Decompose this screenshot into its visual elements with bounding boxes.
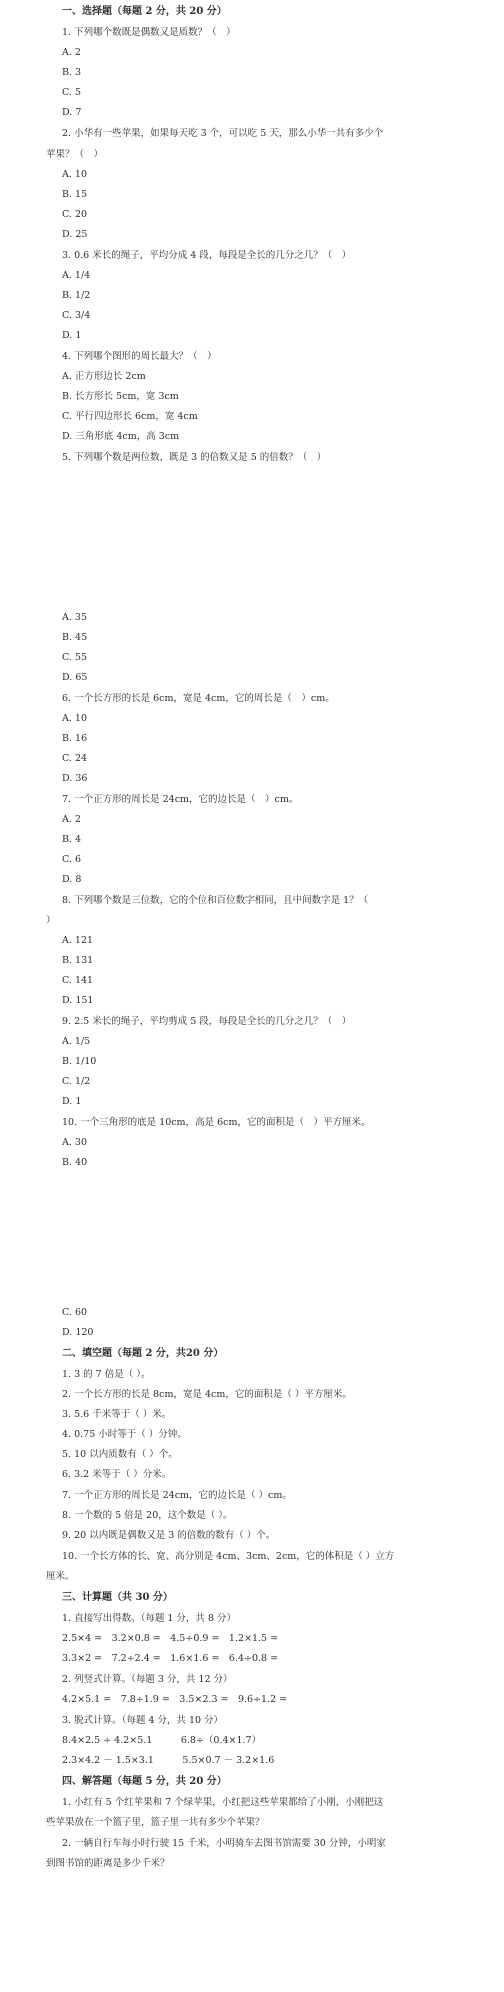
fill-question: 4. 0.75 小时等于（ ）分钟。: [62, 1429, 187, 1440]
choice-option: D. 1: [62, 1096, 82, 1107]
solve-question-1: 1. 小红有 5 个红苹果和 7 个绿苹果，小红把这些苹果都给了小刚，小刚把这: [62, 1797, 384, 1808]
choice-option: D. 8: [62, 874, 82, 885]
choice-question-1: 1. 下列哪个数既是偶数又是质数？（ ）: [62, 27, 236, 38]
choice-option: B. 15: [62, 189, 88, 200]
section-title-fill: 二、填空题（每题 2 分，共20 分）: [62, 1348, 224, 1359]
solve-question-2: 2. 一辆自行车每小时行驶 15 千米，小明骑车去图书馆需要 30 分钟，小明家: [62, 1838, 386, 1849]
calc-question: 2. 列竖式计算。（每题 3 分，共 12 分）: [62, 1674, 233, 1685]
choice-option: D. 7: [62, 107, 82, 118]
choice-option: D. 36: [62, 773, 88, 784]
choice-question-10: 10. 一个三角形的底是 10cm，高是 6cm，它的面积是（ ）平方厘米。: [62, 1117, 371, 1128]
choice-option: B. 长方形长 5cm，宽 3cm: [62, 391, 179, 402]
choice-option: A. 10: [62, 713, 87, 724]
choice-option: C. 5: [62, 87, 82, 98]
choice-option: A. 2: [62, 47, 81, 58]
fill-question: 7. 一个正方形的周长是 24cm，它的边长是（ ）cm。: [62, 1490, 292, 1501]
choice-option: C. 3/4: [62, 310, 91, 321]
calc-expression-row: 8.4×2.5 ÷ 4.2×5.1 6.8÷（0.4×1.7）: [62, 1735, 262, 1746]
choice-question-6: 6. 一个长方形的长是 6cm，宽是 4cm，它的周长是（ ）cm。: [62, 693, 335, 704]
fill-question: 8. 一个数的 5 倍是 20，这个数是（ ）。: [62, 1510, 233, 1521]
choice-option: B. 45: [62, 632, 88, 643]
choice-option: D. 三角形底 4cm，高 3cm: [62, 431, 180, 442]
section-title-solve: 四、解答题（每题 5 分，共 20 分）: [62, 1776, 227, 1787]
calc-question: 3. 脱式计算。（每题 4 分，共 10 分）: [62, 1715, 224, 1726]
fill-question: 9. 20 以内既是偶数又是 3 的倍数的数有（ ）个。: [62, 1530, 276, 1541]
choice-option: B. 40: [62, 1157, 88, 1168]
fill-question: 10. 一个长方体的长、宽、高分别是 4cm、3cm、2cm，它的体积是（ ）立方: [62, 1551, 395, 1562]
choice-question-4: 4. 下列哪个图形的周长最大？（ ）: [62, 351, 217, 362]
choice-question-2-cont: 苹果？（ ）: [46, 149, 104, 160]
calc-expression-row: 3.3×2 = 7.2÷2.4 = 1.6×1.6 = 6.4÷0.8 =: [62, 1653, 279, 1664]
choice-option: D. 1: [62, 330, 82, 341]
choice-option: A. 2: [62, 814, 81, 825]
choice-option: C. 24: [62, 753, 88, 764]
fill-question: 3. 5.6 千米等于（ ）米。: [62, 1409, 172, 1420]
choice-option: A. 35: [62, 612, 87, 623]
choice-question-8-cont: ）: [46, 915, 56, 926]
choice-option: A. 1/4: [62, 270, 91, 281]
choice-option: A. 1/5: [62, 1036, 91, 1047]
fill-question: 5. 10 以内质数有（ ）个。: [62, 1449, 178, 1460]
section-title-choice: 一、选择题（每题 2 分，共 20 分）: [62, 6, 227, 17]
solve-question-2-cont: 到图书馆的距离是多少千米？: [46, 1858, 170, 1869]
calc-question: 1. 直接写出得数。（每题 1 分，共 8 分）: [62, 1613, 237, 1624]
fill-question-cont: 厘米。: [46, 1571, 75, 1582]
choice-option: C. 1/2: [62, 1076, 91, 1087]
calc-expression-row: 2.3×4.2 － 1.5×3.1 5.5×0.7 － 3.2×1.6: [62, 1755, 275, 1766]
choice-option: D. 65: [62, 672, 88, 683]
calc-expression-row: 2.5×4 = 3.2×0.8 = 4.5÷0.9 = 1.2×1.5 =: [62, 1633, 279, 1644]
choice-option: C. 60: [62, 1307, 88, 1318]
fill-question: 1. 3 的 7 倍是（ ）。: [62, 1369, 151, 1380]
choice-option: D. 151: [62, 995, 94, 1006]
choice-option: C. 55: [62, 652, 88, 663]
choice-question-8: 8. 下列哪个数是三位数，它的个位和百位数字相同，且中间数字是 1？（: [62, 895, 369, 906]
choice-option: B. 1/2: [62, 290, 91, 301]
choice-option: B. 3: [62, 67, 82, 78]
choice-option: A. 30: [62, 1137, 87, 1148]
choice-option: B. 16: [62, 733, 88, 744]
choice-option: A. 121: [62, 935, 94, 946]
solve-question-1-cont: 些苹果放在一个篮子里，篮子里一共有多少个苹果？: [46, 1817, 265, 1828]
choice-option: A. 10: [62, 169, 87, 180]
choice-question-3: 3. 0.6 米长的绳子，平均分成 4 段，每段是全长的几分之几？（ ）: [62, 250, 352, 261]
choice-option: C. 平行四边形长 6cm，宽 4cm: [62, 411, 198, 422]
choice-option: C. 6: [62, 854, 82, 865]
choice-option: D. 25: [62, 229, 88, 240]
fill-question: 6. 3.2 米等于（ ）分米。: [62, 1469, 172, 1480]
choice-option: C. 141: [62, 975, 94, 986]
fill-question: 2. 一个长方形的长是 8cm，宽是 4cm，它的面积是（ ）平方厘米。: [62, 1389, 352, 1400]
choice-question-2: 2. 小华有一些苹果，如果每天吃 3 个，可以吃 5 天，那么小华一共有多少个: [62, 128, 384, 139]
choice-question-7: 7. 一个正方形的周长是 24cm，它的边长是（ ）cm。: [62, 794, 299, 805]
choice-option: C. 20: [62, 209, 88, 220]
choice-question-9: 9. 2.5 米长的绳子，平均剪成 5 段，每段是全长的几分之几？（ ）: [62, 1016, 352, 1027]
choice-question-5: 5. 下列哪个数是两位数，既是 3 的倍数又是 5 的倍数？（ ）: [62, 452, 327, 463]
section-title-calc: 三、计算题（共 30 分）: [62, 1592, 173, 1603]
choice-option: A. 正方形边长 2cm: [62, 371, 146, 382]
choice-option: B. 1/10: [62, 1056, 97, 1067]
calc-expression-row: 4.2×5.1 = 7.8÷1.9 = 3.5×2.3 = 9.6÷1.2 =: [62, 1694, 288, 1705]
choice-option: B. 131: [62, 955, 94, 966]
choice-option: D. 120: [62, 1327, 94, 1338]
choice-option: B. 4: [62, 834, 82, 845]
